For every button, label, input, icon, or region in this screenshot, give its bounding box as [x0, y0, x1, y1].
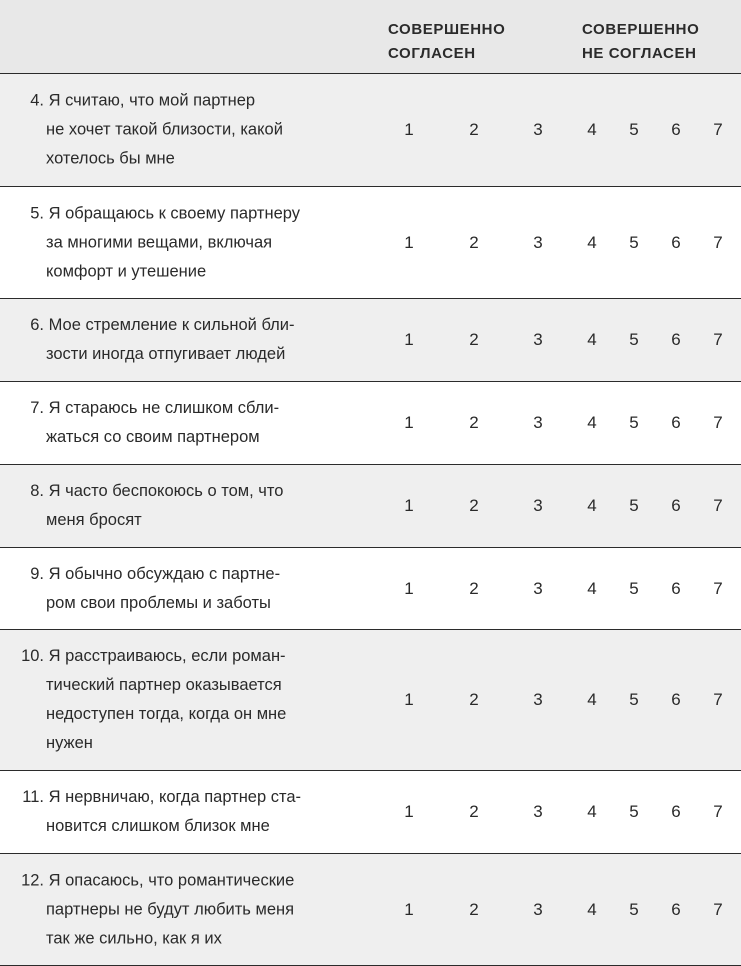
scale-option-2[interactable]: 2 — [469, 330, 479, 349]
statement-number: 12. — [21, 871, 44, 889]
scale-option-1[interactable]: 1 — [404, 690, 414, 709]
scale-option-1[interactable]: 1 — [404, 413, 414, 432]
statement-text — [14, 311, 376, 369]
scale-option-4[interactable]: 4 — [587, 232, 597, 252]
scale-option-3[interactable]: 3 — [533, 413, 543, 432]
statement-text — [14, 642, 376, 758]
statement-number: 5. — [30, 204, 44, 222]
scale-option-6[interactable]: 6 — [671, 578, 681, 598]
statement-line: комфорт и утешение — [46, 262, 207, 280]
scale-option-1[interactable]: 1 — [404, 496, 414, 515]
statement-line: Мое стремление к сильной бли- — [48, 316, 295, 334]
scale-option-4[interactable]: 4 — [587, 578, 597, 598]
table-row — [0, 465, 741, 548]
agree-header-line1: СОВЕРШЕННО — [388, 21, 506, 38]
statement-line: Я часто беспокоюсь о том, что — [48, 482, 284, 500]
statement-number: 4. — [30, 91, 44, 110]
scale-option-2[interactable]: 2 — [469, 578, 479, 598]
scale-option-2[interactable]: 2 — [469, 232, 479, 252]
statement-line: Я стараюсь не слишком сбли- — [48, 399, 280, 417]
statement-line: Я расстраиваюсь, если роман- — [48, 647, 286, 665]
scale-option-6[interactable]: 6 — [671, 413, 681, 432]
scale-option-7[interactable]: 7 — [713, 578, 723, 598]
scale-option-2[interactable]: 2 — [469, 802, 479, 821]
agree-header-line2: СОГЛАСЕН — [388, 45, 476, 62]
scale-option-2[interactable]: 2 — [469, 496, 479, 515]
scale-option-4[interactable]: 4 — [587, 120, 597, 139]
statement-number: 7. — [30, 399, 44, 417]
scale-option-4[interactable]: 4 — [587, 899, 597, 919]
table-row — [0, 548, 741, 630]
scale-option-4[interactable]: 4 — [587, 802, 597, 821]
scale-option-2[interactable]: 2 — [469, 690, 479, 709]
scale-option-7[interactable]: 7 — [713, 330, 723, 349]
scale-option-5[interactable]: 5 — [629, 496, 639, 515]
scale-option-7[interactable]: 7 — [713, 120, 723, 139]
scale-option-6[interactable]: 6 — [671, 120, 681, 139]
disagree-header — [582, 18, 732, 66]
statement-text — [14, 866, 376, 953]
scale-option-2[interactable]: 2 — [469, 120, 479, 139]
statement-line: жаться со своим партнером — [46, 428, 260, 446]
scale-option-6[interactable]: 6 — [671, 899, 681, 919]
scale-option-5[interactable]: 5 — [629, 413, 639, 432]
scale-option-1[interactable]: 1 — [404, 232, 414, 252]
statement-text — [14, 477, 376, 535]
scale-option-4[interactable]: 4 — [587, 690, 597, 709]
statement-line: меня бросят — [46, 511, 142, 529]
scale-option-7[interactable]: 7 — [713, 690, 723, 709]
statement-number: 9. — [30, 564, 44, 583]
table-row — [0, 187, 741, 299]
scale-option-1[interactable]: 1 — [404, 120, 414, 139]
scale-option-1[interactable]: 1 — [404, 330, 414, 349]
statement-text — [14, 783, 376, 841]
statement-text — [14, 87, 376, 174]
scale-option-5[interactable]: 5 — [629, 578, 639, 598]
scale-option-7[interactable]: 7 — [713, 232, 723, 252]
statement-line: недоступен тогда, когда он мне — [46, 705, 287, 723]
scale-option-5[interactable]: 5 — [629, 690, 639, 709]
scale-option-6[interactable]: 6 — [671, 496, 681, 515]
scale-option-3[interactable]: 3 — [533, 690, 543, 709]
statement-text — [14, 560, 376, 618]
scale-option-6[interactable]: 6 — [671, 330, 681, 349]
statement-text — [14, 199, 376, 286]
scale-option-5[interactable]: 5 — [629, 899, 639, 919]
statement-line: Я обращаюсь к своему партнеру — [48, 204, 300, 222]
scale-option-4[interactable]: 4 — [587, 496, 597, 515]
scale-option-3[interactable]: 3 — [533, 330, 543, 349]
table-row — [0, 854, 741, 966]
statement-line: хотелось бы мне — [46, 149, 175, 168]
scale-option-6[interactable]: 6 — [671, 802, 681, 821]
table-row — [0, 74, 741, 187]
statement-line: зости иногда отпугивает людей — [46, 345, 286, 363]
table-row — [0, 382, 741, 465]
disagree-header-line1: СОВЕРШЕННО — [582, 21, 700, 38]
scale-option-6[interactable]: 6 — [671, 232, 681, 252]
scale-option-2[interactable]: 2 — [469, 413, 479, 432]
statement-number: 8. — [30, 482, 44, 500]
statement-line: Я считаю, что мой партнер — [48, 91, 256, 110]
statement-line: тический партнер оказывается — [46, 676, 282, 694]
scale-option-3[interactable]: 3 — [533, 120, 543, 139]
scale-option-1[interactable]: 1 — [404, 578, 414, 598]
scale-option-4[interactable]: 4 — [587, 330, 597, 349]
scale-option-3[interactable]: 3 — [533, 802, 543, 821]
table-row — [0, 771, 741, 854]
scale-option-3[interactable]: 3 — [533, 496, 543, 515]
statement-line: Я нервничаю, когда партнер ста- — [48, 788, 302, 806]
statement-line: ром свои проблемы и заботы — [46, 593, 271, 612]
scale-option-3[interactable]: 3 — [533, 899, 543, 919]
statement-line: новится слишком близок мне — [46, 817, 270, 835]
statement-number: 10. — [21, 647, 44, 665]
scale-option-7[interactable]: 7 — [713, 496, 723, 515]
scale-option-5[interactable]: 5 — [629, 120, 639, 139]
scale-option-5[interactable]: 5 — [629, 330, 639, 349]
statement-line: не хочет такой близости, какой — [46, 120, 283, 139]
statement-number: 6. — [30, 316, 44, 334]
statement-line: нужен — [46, 734, 93, 752]
scale-option-1[interactable]: 1 — [404, 802, 414, 821]
statement-text — [14, 394, 376, 452]
table-row — [0, 299, 741, 382]
disagree-header-line2: НЕ СОГЛАСЕН — [582, 45, 697, 62]
scale-option-5[interactable]: 5 — [629, 232, 639, 252]
table-header — [0, 0, 741, 74]
statement-line: Я обычно обсуждаю с партне- — [48, 564, 281, 583]
scale-option-6[interactable]: 6 — [671, 690, 681, 709]
statement-line: за многими вещами, включая — [46, 233, 273, 251]
scale-option-3[interactable]: 3 — [533, 578, 543, 598]
agree-header — [388, 18, 538, 66]
scale-option-2[interactable]: 2 — [469, 899, 479, 919]
scale-option-7[interactable]: 7 — [713, 413, 723, 432]
table-row — [0, 630, 741, 771]
scale-option-7[interactable]: 7 — [713, 899, 723, 919]
statement-number: 11. — [22, 788, 44, 806]
scale-option-4[interactable]: 4 — [587, 413, 597, 432]
scale-option-3[interactable]: 3 — [533, 232, 543, 252]
statement-line: партнеры не будут любить меня — [46, 900, 295, 918]
scale-option-5[interactable]: 5 — [629, 802, 639, 821]
statement-line: так же сильно, как я их — [46, 929, 222, 947]
statement-line: Я опасаюсь, что романтические — [48, 871, 295, 889]
scale-option-1[interactable]: 1 — [404, 899, 414, 919]
scale-option-7[interactable]: 7 — [713, 802, 723, 821]
